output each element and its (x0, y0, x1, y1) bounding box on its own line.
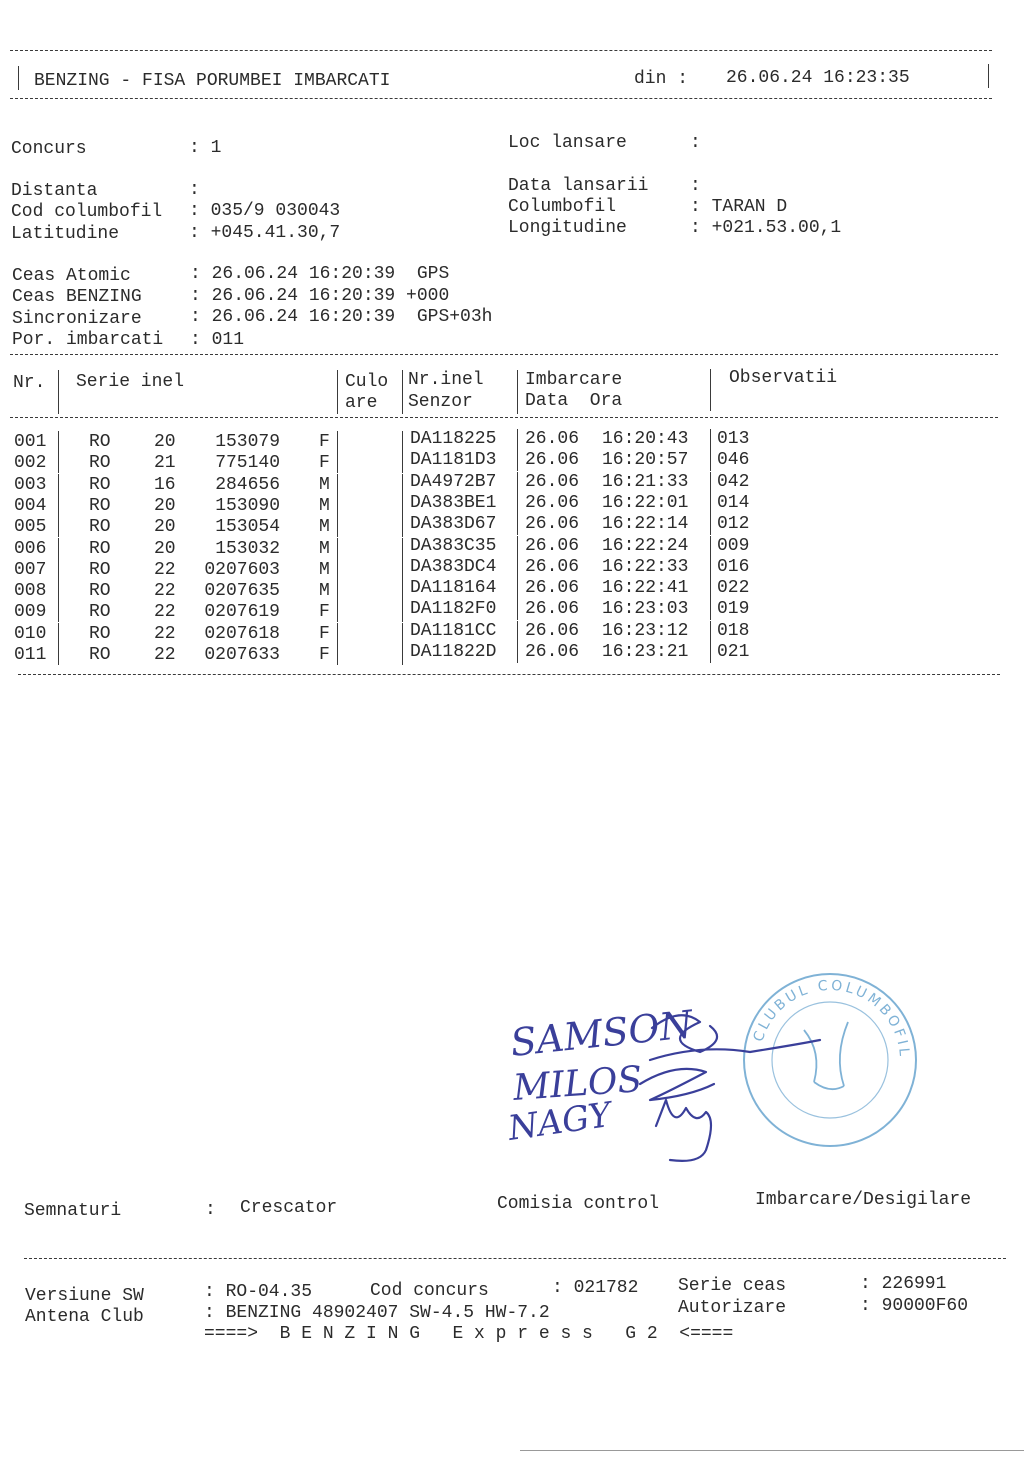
col-divider (710, 369, 711, 411)
row-divider (517, 578, 518, 599)
row-divider (710, 599, 711, 620)
cell-ora: 16:22:41 (602, 578, 689, 599)
row-divider (58, 495, 59, 516)
cell-an: 22 (154, 581, 176, 602)
cell-senzor: DA4972B7 (410, 471, 497, 492)
cell-an: 20 (154, 517, 176, 538)
cell-inel: 153054 (215, 517, 280, 538)
cell-nr: 004 (14, 495, 47, 516)
cell-data: 26.06 (525, 535, 580, 556)
cell-sex: F (319, 645, 330, 665)
cell-senzor: DA383DC4 (410, 556, 497, 577)
por-imbarcati-label: Por. imbarcati (12, 330, 164, 350)
table-row (0, 535, 1024, 561)
row-divider (337, 559, 338, 580)
row-divider (58, 644, 59, 665)
header-din-label: din : (634, 69, 689, 89)
cell-senzor: DA383BE1 (410, 492, 497, 513)
row-divider (517, 557, 518, 578)
antena-club-value: : BENZING 48902407 SW-4.5 HW-7.2 (204, 1303, 550, 1323)
row-divider (337, 644, 338, 665)
col-divider (402, 370, 403, 414)
cell-nr: 011 (14, 645, 47, 665)
cell-an: 22 (154, 645, 176, 665)
row-divider (517, 536, 518, 557)
cell-an: 20 (154, 432, 176, 452)
cell-nr: 010 (14, 623, 47, 644)
autorizare-value: : 90000F60 (860, 1296, 969, 1316)
row-divider (337, 623, 338, 644)
cell-tara: RO (89, 432, 111, 452)
header-left-bar (18, 66, 19, 90)
cell-sex: F (319, 623, 330, 644)
cod-concurs-label: Cod concurs (370, 1281, 489, 1301)
cell-nr: 008 (14, 581, 47, 602)
cod-columbofil-value: : 035/9 030043 (189, 201, 341, 221)
cod-columbofil-label: Cod columbofil (11, 202, 163, 222)
table-bottom-rule (18, 674, 1000, 675)
row-divider (402, 452, 403, 473)
cell-data: 26.06 (525, 642, 580, 662)
cell-tara: RO (89, 453, 111, 474)
table-row (0, 492, 1024, 518)
cell-nr: 005 (14, 517, 47, 538)
cell-observatii: 018 (717, 620, 750, 641)
row-divider (517, 429, 518, 450)
cell-ora: 16:23:21 (602, 642, 689, 662)
cell-observatii: 046 (717, 450, 750, 471)
cell-ora: 16:22:24 (602, 535, 689, 556)
cell-tara: RO (89, 474, 111, 495)
cell-senzor: DA383D67 (410, 514, 497, 535)
col-divider (337, 370, 338, 414)
row-divider (710, 578, 711, 599)
cell-sex: F (319, 432, 330, 452)
cell-an: 20 (154, 495, 176, 516)
cell-tara: RO (89, 495, 111, 516)
cell-data: 26.06 (525, 556, 580, 577)
signature-comisia-control: Comisia control (497, 1194, 660, 1214)
cell-tara: RO (89, 559, 111, 580)
sincronizare-label: Sincronizare (12, 309, 142, 329)
row-divider (710, 642, 711, 663)
cell-sex: M (319, 495, 330, 516)
autorizare-label: Autorizare (678, 1298, 787, 1318)
row-divider (337, 495, 338, 516)
cell-inel: 153079 (215, 432, 280, 452)
latitudine-label: Latitudine (11, 224, 120, 244)
row-divider (402, 431, 403, 452)
cell-tara: RO (89, 623, 111, 644)
cell-tara: RO (89, 602, 111, 623)
cell-an: 22 (154, 602, 176, 623)
cod-concurs-value: : 021782 (552, 1278, 639, 1298)
row-divider (710, 621, 711, 642)
row-divider (402, 516, 403, 537)
cell-ora: 16:21:33 (602, 471, 689, 492)
table-row (0, 556, 1024, 582)
table-row (0, 620, 1024, 646)
cell-data: 26.06 (525, 620, 580, 641)
col-header-imbarcare-2: Data Ora (525, 391, 623, 411)
row-divider (710, 429, 711, 450)
cell-inel: 0207619 (204, 602, 280, 623)
cell-sex: F (319, 453, 330, 474)
cell-nr: 006 (14, 538, 47, 559)
cell-an: 22 (154, 559, 176, 580)
benzing-express-banner: ====> B E N Z I N G E x p r e s s G 2 <==== (204, 1324, 734, 1344)
row-divider (337, 516, 338, 537)
cell-an: 16 (154, 474, 176, 495)
cell-data: 26.06 (525, 492, 580, 513)
cell-senzor: DA118164 (410, 578, 497, 599)
col-divider (58, 370, 59, 414)
row-divider (517, 642, 518, 663)
semnaturi-colon: : (205, 1200, 216, 1220)
cell-data: 26.06 (525, 450, 580, 471)
cell-sex: M (319, 581, 330, 602)
cell-data: 26.06 (525, 429, 580, 449)
row-divider (402, 623, 403, 644)
col-header-nrinel-2: Senzor (408, 392, 473, 412)
cell-data: 26.06 (525, 599, 580, 620)
row-divider (402, 559, 403, 580)
row-divider (402, 601, 403, 622)
cell-observatii: 042 (717, 471, 750, 492)
cell-nr: 001 (14, 432, 47, 452)
cell-data: 26.06 (525, 471, 580, 492)
cell-observatii: 012 (717, 514, 750, 535)
row-divider (337, 431, 338, 452)
cell-inel: 0207618 (204, 623, 280, 644)
cell-tara: RO (89, 538, 111, 559)
cell-sex: M (319, 517, 330, 538)
cell-nr: 003 (14, 474, 47, 495)
cell-senzor: DA1181D3 (410, 450, 497, 471)
svg-text:NAGY: NAGY (505, 1094, 614, 1149)
cell-observatii: 019 (717, 599, 750, 620)
cell-observatii: 021 (717, 642, 750, 662)
col-header-serie: Serie inel (76, 372, 185, 392)
concurs-label: Concurs (11, 139, 87, 159)
cell-observatii: 009 (717, 535, 750, 556)
cell-senzor: DA11822D (410, 642, 497, 662)
cell-observatii: 022 (717, 578, 750, 599)
table-row (0, 471, 1024, 497)
row-divider (517, 472, 518, 493)
row-divider (58, 431, 59, 452)
svg-text:CLUBUL COLUMBOFIL: CLUBUL COLUMBOFIL (750, 977, 913, 1060)
row-divider (517, 493, 518, 514)
row-divider (517, 621, 518, 642)
row-divider (58, 538, 59, 559)
header-bottom-rule (10, 98, 992, 99)
por-imbarcati-value: : 011 (190, 330, 245, 350)
svg-text:SAMSON: SAMSON (508, 1002, 695, 1065)
cell-ora: 16:22:14 (602, 514, 689, 535)
col-header-nrinel-1: Nr.inel (408, 370, 484, 390)
table-top-rule (10, 354, 998, 355)
table-header-rule (10, 417, 998, 418)
row-divider (710, 493, 711, 514)
cell-tara: RO (89, 517, 111, 538)
row-divider (402, 538, 403, 559)
cell-data: 26.06 (525, 578, 580, 599)
signature-imbarcare-desigilare: Imbarcare/Desigilare (755, 1190, 972, 1210)
cell-inel: 284656 (215, 474, 280, 495)
cell-inel: 0207603 (204, 559, 280, 580)
table-row (0, 450, 1024, 475)
cell-tara: RO (89, 581, 111, 602)
col-header-observatii: Observatii (729, 368, 838, 388)
ceas-atomic-value: : 26.06.24 16:20:39 GPS (190, 264, 450, 284)
row-divider (517, 450, 518, 471)
cell-senzor: DA383C35 (410, 535, 497, 556)
ceas-atomic-label: Ceas Atomic (12, 266, 131, 286)
row-divider (337, 601, 338, 622)
cell-observatii: 013 (717, 429, 750, 449)
longitudine-value: : +021.53.00,1 (690, 218, 842, 238)
cell-ora: 16:22:33 (602, 556, 689, 577)
cell-inel: 775140 (215, 453, 280, 474)
row-divider (58, 601, 59, 622)
cell-inel: 0207633 (204, 645, 280, 665)
row-divider (58, 452, 59, 473)
header-top-rule (10, 50, 992, 51)
distanta-label: Distanta (11, 181, 98, 201)
latitudine-value: : +045.41.30,7 (189, 223, 341, 243)
versiune-sw-label: Versiune SW (25, 1286, 144, 1306)
cell-ora: 16:22:01 (602, 492, 689, 513)
page-title: BENZING - FISA PORUMBEI IMBARCATI (34, 71, 391, 91)
concurs-value: : 1 (189, 138, 222, 158)
table-row (0, 642, 1024, 667)
row-divider (402, 474, 403, 495)
versiune-sw-value: : RO-04.35 (204, 1282, 313, 1302)
serie-ceas-label: Serie ceas (678, 1276, 787, 1296)
cell-nr: 002 (14, 453, 47, 474)
cell-observatii: 016 (717, 556, 750, 577)
row-divider (517, 514, 518, 535)
columbofil-value: : TARAN D (690, 197, 788, 217)
row-divider (710, 472, 711, 493)
cell-an: 20 (154, 538, 176, 559)
table-row (0, 578, 1024, 603)
row-divider (58, 559, 59, 580)
row-divider (337, 580, 338, 601)
row-divider (710, 514, 711, 535)
cell-senzor: DA118225 (410, 429, 497, 449)
ceas-benzing-value: : 26.06.24 16:20:39 +000 (190, 286, 450, 306)
header-right-bar (988, 64, 989, 88)
longitudine-label: Longitudine (508, 218, 627, 238)
data-lansarii-value: : (690, 176, 701, 196)
table-row (0, 599, 1024, 624)
row-divider (710, 450, 711, 471)
distanta-value: : (189, 180, 200, 200)
cell-senzor: DA1181CC (410, 620, 497, 641)
cell-observatii: 014 (717, 492, 750, 513)
row-divider (402, 644, 403, 665)
col-divider (517, 370, 518, 414)
row-divider (58, 516, 59, 537)
cell-nr: 009 (14, 602, 47, 623)
cell-ora: 16:23:03 (602, 599, 689, 620)
cell-sex: M (319, 559, 330, 580)
row-divider (402, 580, 403, 601)
loc-lansare-value: : (690, 133, 701, 153)
cell-inel: 0207635 (204, 581, 280, 602)
cell-an: 21 (154, 453, 176, 474)
ceas-benzing-label: Ceas BENZING (12, 287, 142, 307)
row-divider (710, 557, 711, 578)
cell-ora: 16:20:43 (602, 429, 689, 449)
page-bottom-edge (520, 1450, 1024, 1451)
sincronizare-value: : 26.06.24 16:20:39 GPS+03h (190, 307, 493, 327)
cell-data: 26.06 (525, 514, 580, 535)
row-divider (402, 495, 403, 516)
cell-ora: 16:20:57 (602, 450, 689, 471)
footer-rule (24, 1258, 1006, 1259)
semnaturi-label: Semnaturi (24, 1201, 122, 1221)
col-header-culoare-2: are (345, 393, 378, 413)
signature-crescator: Crescator (240, 1198, 338, 1218)
col-header-imbarcare-1: Imbarcare (525, 370, 623, 390)
svg-text:MILOS: MILOS (511, 1059, 644, 1109)
row-divider (710, 536, 711, 557)
cell-ora: 16:23:12 (602, 620, 689, 641)
loc-lansare-label: Loc lansare (508, 133, 627, 153)
cell-inel: 153032 (215, 538, 280, 559)
cell-tara: RO (89, 645, 111, 665)
data-lansarii-label: Data lansarii (508, 176, 649, 196)
row-divider (337, 474, 338, 495)
cell-nr: 007 (14, 559, 47, 580)
cell-sex: M (319, 538, 330, 559)
cell-sex: F (319, 602, 330, 623)
row-divider (337, 538, 338, 559)
row-divider (58, 580, 59, 601)
serie-ceas-value: : 226991 (860, 1274, 947, 1294)
table-row (0, 429, 1024, 454)
col-header-nr: Nr. (13, 373, 46, 393)
cell-inel: 153090 (215, 495, 280, 516)
col-header-culoare-1: Culo (345, 372, 389, 392)
columbofil-label: Columbofil (508, 197, 617, 217)
row-divider (517, 599, 518, 620)
header-timestamp: 26.06.24 16:23:35 (726, 68, 910, 88)
cell-senzor: DA1182F0 (410, 599, 497, 620)
row-divider (58, 623, 59, 644)
table-row (0, 514, 1024, 539)
row-divider (58, 474, 59, 495)
cell-sex: M (319, 474, 330, 495)
antena-club-label: Antena Club (25, 1307, 144, 1327)
handwritten-signatures (500, 1000, 830, 1170)
row-divider (337, 452, 338, 473)
cell-an: 22 (154, 623, 176, 644)
